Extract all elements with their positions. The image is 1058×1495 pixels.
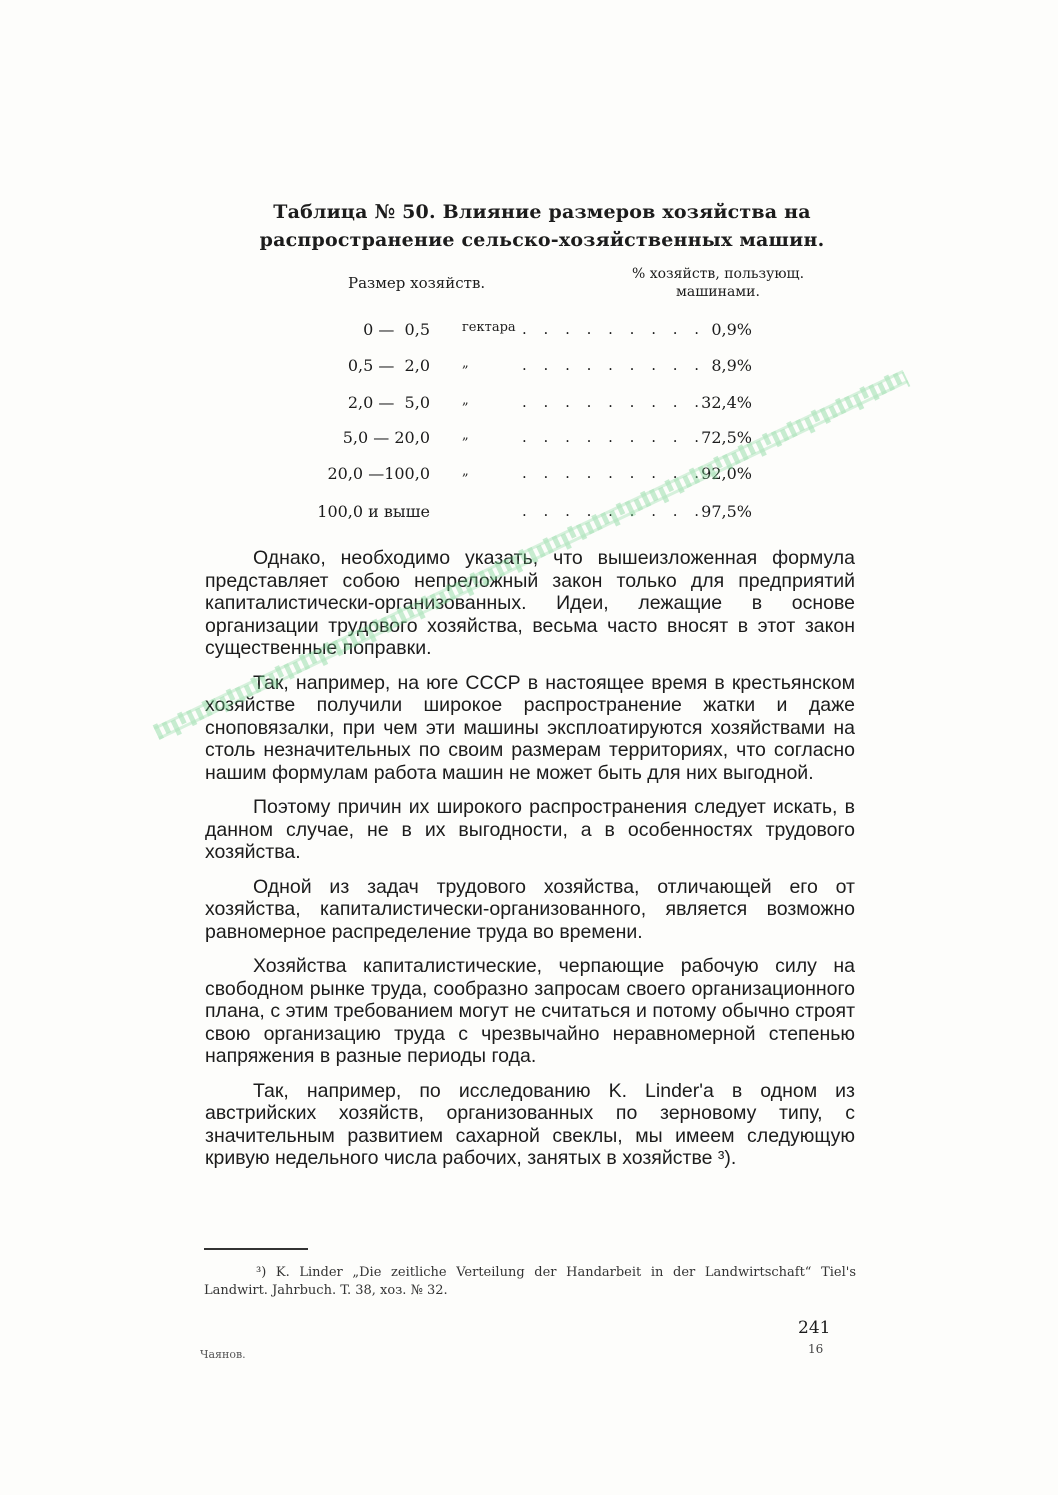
row-range: 2,0 — 5,0: [347, 393, 430, 412]
table-row: [300, 502, 780, 526]
watermark-block: [153, 723, 164, 740]
row-value: 8,9%: [711, 356, 752, 375]
table-caption: Таблица № 50. Влияние размеров хозяйства на распространение сельско-хозяйственных машин.: [259, 201, 825, 251]
watermark-block: [804, 417, 815, 434]
paragraph: Хозяйства капиталистические, черпающие рабочую силу на свободном рынке труда, сообразно запросам своего организационного плана, с этим требованием могут не считаться и потому обычно строят свою организацию труда с чрезвычайно неравномерной степенью напряжения в разные периоды года.: [205, 955, 855, 1067]
row-range: 0 — 0,5: [363, 320, 430, 339]
paragraph: Поэтому причин их широкого распространения следует искать, в данном случае, не в их выгодности, а в особенностях трудового хозяйства.: [205, 796, 855, 863]
row-range: 5,0 — 20,0: [342, 428, 430, 447]
watermark-block: [780, 429, 790, 442]
row-unit: „: [462, 393, 469, 408]
watermark-block: [567, 526, 577, 539]
row-value: 32,4%: [701, 393, 752, 412]
watermark-block: [658, 487, 669, 504]
row-value: 97,5%: [701, 502, 752, 521]
table-header-farm-size: Размер хозяйств.: [348, 274, 486, 292]
row-value: 72,5%: [701, 428, 752, 447]
watermark-block: [731, 452, 741, 465]
watermark-block: [576, 524, 587, 541]
watermark-block: [844, 396, 854, 409]
row-unit: гектара: [462, 320, 516, 335]
row-unit: „: [462, 356, 469, 371]
row-unit: „: [462, 464, 469, 479]
watermark-block: [884, 375, 895, 392]
footnote: ³) K. Linder „Die zeitliche Verteilung der Handarbeit in der Landwirtschaft“ Tiel's Landwirt. Jahrbuch. T. 38, хоз. № 32.: [204, 1265, 856, 1298]
watermark-block: [811, 409, 821, 422]
table-row: [300, 320, 780, 344]
table-row: [300, 428, 780, 452]
watermark-block: [186, 710, 197, 727]
paragraph: Однако, необходимо указать, что вышеизложенная формула представляет собою непреложный закон только для предприятий капиталистически-организованных. Идеи, лежащие в основе организации трудового хозяйства, весьма часто вносят в этот закон существенные поправки.: [205, 547, 855, 659]
watermark-block: [893, 372, 903, 385]
paragraph: Так, например, по исследованию K. Linder'a в одном из австрийских хозяйств, организованных по зерновому типу, с значительным развитием сахарной свеклы, мы имеем следующую кривую недельного числа рабочих, занятых в хозяйстве ³).: [205, 1079, 855, 1169]
footnote-divider: [204, 1248, 308, 1250]
signature-mark: 16: [808, 1342, 824, 1356]
watermark-block: [195, 708, 205, 721]
watermark-block: [835, 398, 846, 415]
table-row: [300, 464, 780, 488]
printer-signature: Чаянов.: [200, 1348, 246, 1361]
watermark-block: [853, 394, 864, 411]
watermark-block: [786, 421, 797, 438]
paragraph: Так, например, на юге СССР в настоящее время в крестьянском хозяйстве получили широкое распространение жатки и даже сноповязалки, при чем эти машины эксплоатируются хозяйствами на столь незначительных по своим размерам территориях, что согласно нашим формулам работа машин не может быть для них выгодной.: [205, 671, 855, 784]
row-value: 92,0%: [701, 464, 752, 483]
watermark-block: [795, 419, 805, 432]
watermark-block: [877, 382, 887, 395]
watermark-block: [177, 712, 187, 725]
watermark-block: [829, 405, 839, 418]
watermark-block: [868, 384, 879, 401]
watermark-block: [902, 370, 912, 387]
row-leader-dots: . . . . . . . . .: [522, 320, 706, 338]
watermark-block: [162, 721, 172, 734]
body-text: [205, 547, 855, 1182]
row-range: 20,0 —100,0: [327, 464, 430, 483]
row-range: 0,5 — 2,0: [347, 356, 430, 375]
watermark-block: [649, 489, 659, 502]
watermark-block: [171, 719, 182, 736]
row-leader-dots: . . . . . . . . .: [522, 393, 706, 411]
paragraph: Одной из задач трудового хозяйства, отличающей его от хозяйства, капиталистически-организованного, является возможно равномерное распределение труда во времени.: [205, 875, 855, 943]
row-range: 100,0 и выше: [317, 502, 430, 521]
table-row: [300, 393, 780, 417]
watermark-block: [859, 386, 869, 399]
page-number: 241: [798, 1318, 831, 1338]
row-unit: „: [462, 428, 469, 443]
row-leader-dots: . . . . . . . . .: [522, 464, 706, 482]
row-leader-dots: . . . . . . . . .: [522, 356, 706, 374]
table-row: [300, 356, 780, 380]
watermark-block: [820, 407, 831, 424]
table-header-machine-share: % хозяйств, пользующ. машинами.: [631, 266, 805, 300]
row-leader-dots: . . . . . . . . .: [522, 502, 706, 520]
row-value: 0,9%: [711, 320, 752, 339]
row-leader-dots: . . . . . . . . .: [522, 428, 706, 446]
